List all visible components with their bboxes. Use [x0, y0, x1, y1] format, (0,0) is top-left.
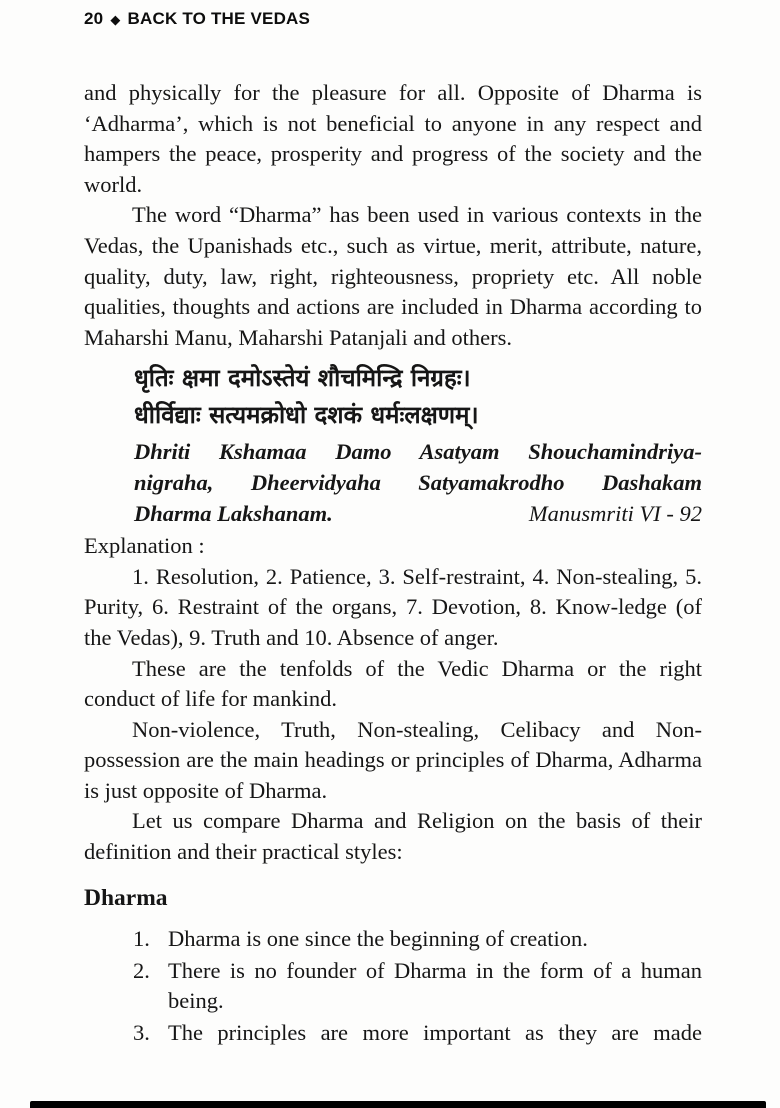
list-item-number: 3.: [133, 1020, 150, 1046]
transliteration-line-1: Dhriti Kshamaa Damo Asatyam Shouchamindriya-: [134, 439, 702, 465]
transliteration-line-2: nigraha, Dheervidyaha Satyamakrodho Dashakam: [134, 469, 702, 495]
page-body: [84, 78, 702, 1050]
paragraph-2: The word “Dharma” has been used in various contexts in the Vedas, the Upanishads etc., such as virtue, merit, attribute, nature, quality, duty, law, right, righteousness, propriety etc. All noble qualities, thoughts and actions are included in Dharma according to Maharshi Manu, Maharshi Patanjali and others.: [84, 202, 702, 350]
list-item-number: 1.: [133, 926, 150, 952]
explanation-label: Explanation :: [84, 533, 205, 559]
list-item: [133, 1018, 702, 1049]
sanskrit-line-2: धीर्विद्याः सत्यमक्रोधो दशकं धर्मःलक्षणम्।: [134, 401, 479, 430]
explanation-paragraph: 1. Resolution, 2. Patience, 3. Self-restraint, 4. Non-stealing, 5. Purity, 6. Restraint of the organs, 7. Devotion, 8. Know-ledge (of the Vedas), 9. Truth and 10. Absence of anger.: [84, 563, 702, 650]
paragraph-1: and physically for the pleasure for all. Opposite of Dharma is ‘Adharma’, which is not beneficial to anyone in any respect and hampers the peace, prosperity and progress of the society and the world.: [84, 80, 702, 197]
scan-edge-artifact: [30, 1101, 766, 1108]
diamond-icon: ◆: [110, 12, 121, 27]
verse-block: [134, 360, 702, 529]
section-heading-dharma: Dharma: [84, 884, 168, 911]
list-item-text: There is no founder of Dharma in the form of a human being.: [168, 957, 702, 1014]
numbered-list: [133, 924, 702, 1048]
sanskrit-line-1: धृतिः क्षमा दमोऽस्तेयं शौचमिन्द्रि निग्रहः।: [134, 364, 471, 393]
book-title: BACK TO THE VEDAS: [127, 9, 311, 28]
page-number: 20: [84, 9, 104, 28]
transliteration-block: [134, 437, 702, 529]
paragraph-5: Let us compare Dharma and Religion on the basis of their definition and their practical styles:: [84, 808, 702, 865]
list-item-text: The principles are more important as they are made: [168, 1020, 702, 1046]
paragraph-4: Non-violence, Truth, Non-stealing, Celibacy and Non-possession are the main headings or principles of Dharma, Adharma is just opposite of Dharma.: [84, 716, 702, 803]
transliteration-line-3: [134, 499, 702, 530]
list-item: [133, 924, 702, 955]
paragraph-3: These are the tenfolds of the Vedic Dharma or the right conduct of life for mankind.: [84, 655, 702, 712]
transliteration-end: Dharma Lakshanam.: [134, 500, 333, 526]
list-item-number: 2.: [133, 957, 150, 983]
running-header: [84, 9, 310, 29]
verse-citation: Manusmriti VI - 92: [528, 500, 702, 526]
list-item: [133, 956, 702, 1017]
list-item-text: Dharma is one since the beginning of creation.: [168, 926, 588, 952]
